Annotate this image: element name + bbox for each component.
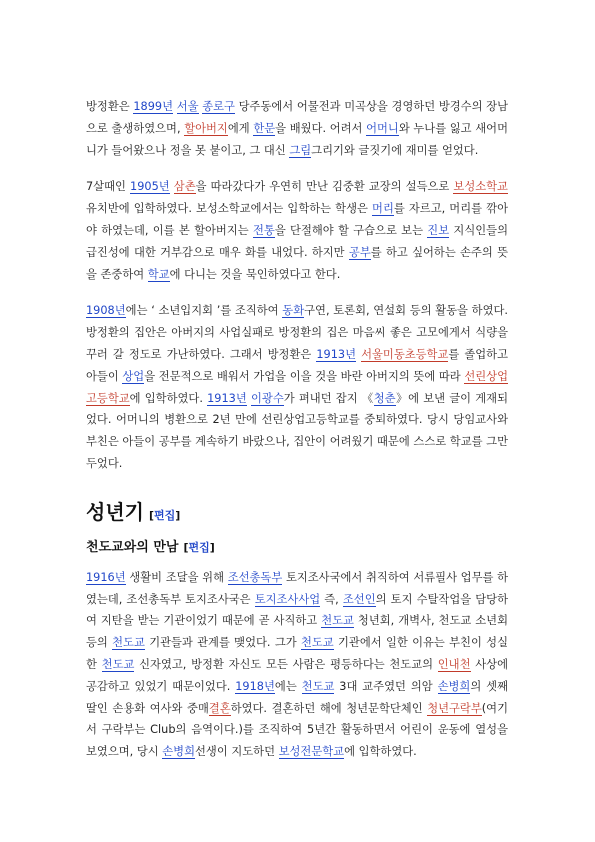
- link-cheondogyo[interactable]: 천도교: [301, 679, 335, 693]
- link-1913-b[interactable]: 1913년: [207, 391, 247, 405]
- link-1899[interactable]: 1899년: [133, 100, 173, 113]
- link-commerce[interactable]: 상업: [122, 369, 145, 383]
- subsection-title: 천도교와의 만남: [86, 539, 179, 555]
- text: 가 펴내던 잡지 《: [283, 391, 374, 405]
- link-cheondogyo[interactable]: 천도교: [300, 636, 334, 650]
- text: 을 단절해야 할 구습으로 보는: [274, 223, 428, 237]
- paragraph-cheondogyo: [86, 567, 508, 763]
- link-1908[interactable]: 1908년: [86, 304, 126, 318]
- text: 방정환은: [86, 100, 134, 113]
- text: 7살때인: [86, 180, 131, 194]
- text: 신자였고, 방정환 자신도 모든 사람은 평등하다는 천도교의: [134, 657, 438, 671]
- edit-link: [183, 541, 214, 554]
- link-study[interactable]: 공부: [348, 245, 371, 259]
- text: 선생이 지도하던: [195, 745, 279, 759]
- link-government-general[interactable]: 조선총독부: [227, 570, 283, 584]
- link-seoul-midong-school[interactable]: 서울미동초등학교: [361, 347, 449, 361]
- link-seonrin-school[interactable]: 선린상업고등학교: [86, 369, 508, 405]
- link-school[interactable]: 학교: [147, 267, 170, 281]
- text: 에 입학하였다.: [129, 391, 208, 405]
- link-cheongchun[interactable]: 청춘: [373, 391, 396, 405]
- link-1913[interactable]: 1913년: [316, 347, 357, 361]
- text: 청년회, 개벽사, 천도교 소년회 등의: [86, 614, 508, 650]
- link-uncle[interactable]: 삼촌: [173, 180, 196, 194]
- text: (여기서 구락부는 Club의 음역이다.)를 조직하여 5년간 활동하면서 어린이 운동에 열성을 보였으며, 당시: [86, 701, 508, 759]
- edit-button[interactable]: 편집: [154, 508, 176, 522]
- text: 지식인들의 급진성에 대한 거부감으로 매우 화를 내었다. 하지만: [86, 223, 508, 259]
- paragraph-early-life: [86, 96, 508, 161]
- link-progress[interactable]: 진보: [427, 223, 450, 237]
- text: 유치반에 입학하였다. 보성소학교에서는 입학하는 학생은: [86, 202, 373, 216]
- link-innaecheon[interactable]: 인내천: [437, 657, 471, 671]
- link-boseong-college[interactable]: 보성전문학교: [278, 745, 345, 759]
- bracket: [: [183, 540, 189, 554]
- link-youth-club[interactable]: 청년구락부: [427, 701, 482, 715]
- link-son-byonghi[interactable]: 손병희: [162, 745, 196, 759]
- bracket: ]: [209, 540, 215, 554]
- text: 당주동에서 어물전과 미곡상을 경영하던 방경수의 장남으로 출생하였으며,: [86, 100, 509, 135]
- text: 사상에 공감하고 있었기 때문이었다.: [86, 657, 508, 693]
- link-boseong-primary[interactable]: 보성소학교: [453, 180, 508, 194]
- text: 와 누나를 잃고 새어머니가 들어왔으나 정을 못 붙이고, 그 대신: [86, 121, 508, 157]
- text: 그리기와 글짓기에 재미를 얻었다.: [311, 143, 479, 157]
- text: 에는 ‘ 소년입지회 ’를 조직하여: [125, 304, 283, 318]
- link-seoul[interactable]: 서울: [176, 100, 199, 113]
- bracket: [: [148, 508, 154, 522]
- link-land-survey[interactable]: 토지조사사업: [254, 592, 321, 606]
- link-tradition[interactable]: 전통: [252, 223, 275, 237]
- text: 구연, 토론회, 연설회 등의 활동을 하였다. 방정환의 집안은 아버지의 사업실패로 방정환의 집은 마음씨 좋은 고모에게서 식량을 꾸러 갈 정도로 가난하였다. 그래서 방정환은: [86, 304, 508, 361]
- link-hanmun[interactable]: 한문: [253, 121, 276, 135]
- link-yi-kwangsu[interactable]: 이광수: [251, 391, 284, 405]
- text: 를 하고 싶어하는 손주의 뜻을 존중하여: [86, 245, 508, 281]
- text: 을 전문적으로 배워서 가업을 이을 것을 바란 아버지의 뜻에 따라: [144, 369, 465, 383]
- text: 3대 교주였던 의암: [334, 679, 438, 693]
- paragraph-school: [86, 176, 508, 285]
- edit-button[interactable]: 편집: [188, 540, 210, 554]
- text: 를 자르고, 머리를 깎아야 하였는데, 이를 본 할아버지는: [86, 202, 508, 237]
- edit-link: [149, 509, 180, 522]
- text: 을 배웠다. 어려서: [275, 121, 367, 135]
- bracket: ]: [175, 508, 181, 522]
- link-1918[interactable]: 1918년: [235, 679, 275, 693]
- link-marriage[interactable]: 결혼: [208, 701, 231, 715]
- text: 에게: [227, 121, 254, 135]
- section-heading: [86, 498, 508, 526]
- link-joseonin[interactable]: 조선인: [342, 592, 376, 606]
- paragraph-youth: [86, 300, 508, 474]
- text: 의 토지 수탈작업을 담당하여 지탄을 받는 기관이었기 때문에 곧 사직하고: [86, 592, 508, 628]
- link-cheondogyo[interactable]: 천도교: [112, 636, 145, 650]
- link-1916[interactable]: 1916년: [86, 570, 126, 584]
- link-son-byonghi[interactable]: 손병희: [437, 679, 471, 693]
- link-1905[interactable]: 1905년: [130, 180, 170, 194]
- text: 하였다. 결혼하던 해에 청년문학단체인: [230, 701, 428, 715]
- link-mother[interactable]: 어머니: [366, 121, 399, 135]
- text: 에 입학하였다.: [344, 745, 417, 759]
- text: 기관에서 일한 이유는 부친이 성실한: [86, 636, 508, 671]
- text: 생활비 조달을 위해: [125, 570, 228, 584]
- text: 를 졸업하고 아들이: [86, 347, 509, 383]
- link-painting[interactable]: 그림: [289, 143, 312, 157]
- link-cheondogyo[interactable]: 천도교: [101, 657, 135, 671]
- link-cheondogyo[interactable]: 천도교: [321, 614, 354, 628]
- article-body: [86, 96, 508, 778]
- link-grandfather[interactable]: 할아버지: [184, 121, 228, 135]
- text: 토지조사국에서 취직하여 서류필사 업무를 하였는데, 조선총독부 토지조사국은: [86, 570, 508, 606]
- text: 》에 보낸 글이 게재되었다. 어머니의 병환으로 2년 만에 선린상업고등학교를 중퇴하였다. 당시 당임교사와 부친은 아들이 공부를 계속하기 바랐으나, 집안이 어려웠기 때문에 스스로 학교를 그만두었다.: [86, 391, 508, 470]
- section-title: 성년기: [86, 499, 144, 524]
- text: 에 다니는 것을 묵인하였다고 한다.: [169, 267, 341, 281]
- text: 즉,: [320, 592, 343, 606]
- text: 을 따라갔다가 우연히 만난 김중환 교장의 설득으로: [195, 180, 454, 194]
- text: 에는: [274, 679, 302, 693]
- link-hair[interactable]: 머리: [372, 202, 394, 216]
- link-fairy-tale[interactable]: 동화: [282, 304, 305, 318]
- subsection-heading: [86, 537, 508, 559]
- link-jongno-gu[interactable]: 종로구: [202, 100, 235, 113]
- text: 기관들과 관계를 맺었다. 그가: [144, 636, 301, 650]
- text: 의 셋째 딸인 손용화 여사와 중매: [86, 679, 508, 715]
